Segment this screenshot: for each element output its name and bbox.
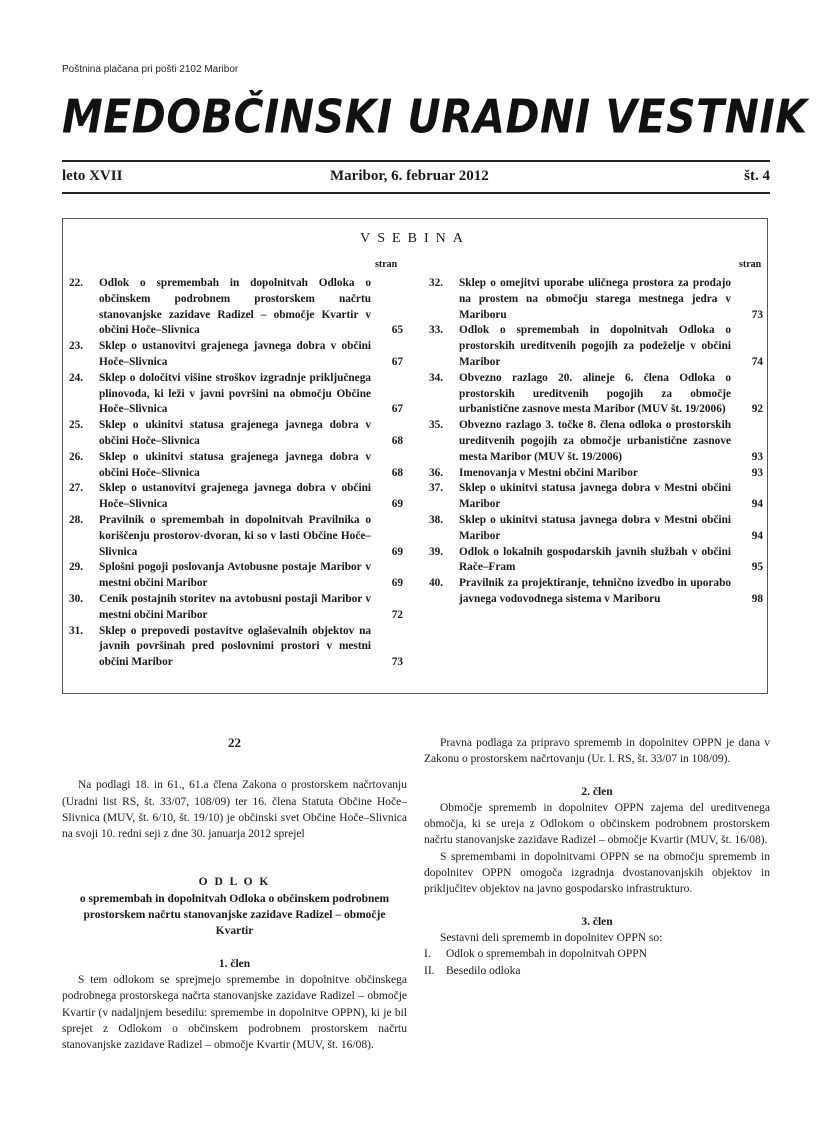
toc-entry-page: 95: [751, 561, 763, 574]
masthead-rule: [62, 160, 770, 162]
toc-entry[interactable]: [69, 450, 403, 482]
article-1-paragraph-2: Pravna podlaga za pripravo sprememb in dopolnitev OPPN je dana v Zakonu o prostorskem načrtovanju (Ur. l. RS, št. 33/07 in 108/09).: [424, 737, 770, 766]
toc-entry-number: 35.: [429, 419, 444, 432]
toc-page-label-left: stran: [375, 259, 398, 270]
toc-entry[interactable]: [429, 513, 763, 545]
toc-entry[interactable]: [69, 481, 403, 513]
article-3-intro: Sestavni deli sprememb in dopolnitev OPPN so:: [440, 931, 663, 944]
toc-entry-title: Sklep o ukinitvi statusa javnega dobra v Mestni občini Maribor: [459, 513, 731, 542]
toc-entry-number: 33.: [429, 324, 444, 337]
toc-entry-title: Pravilnik za projektiranje, tehnično izvedbo in uporabo javnega vodovodnega sistema v Mariboru: [459, 577, 731, 605]
toc-entry-title: Odlok o spremembah in dopolnitvah Odloka o občinskem podrobnem prostorskem načrtu stanovanjske zazidave Radizel – območje Kvartir v občini Hoče–Slivnica: [99, 277, 371, 337]
toc-entry-title: Imenovanja v Mestni občini Maribor: [459, 466, 638, 479]
table-of-contents: [62, 218, 768, 694]
toc-entry[interactable]: [429, 545, 763, 577]
toc-entry-title: Odlok o lokalnih gospodarskih javnih službah v občini Rače–Fram: [459, 545, 731, 574]
list-item-number: I.: [424, 948, 431, 961]
toc-entry[interactable]: [69, 276, 403, 339]
toc-entry[interactable]: [69, 513, 403, 560]
toc-entry-page: 72: [391, 608, 403, 621]
article-3-list: [424, 946, 770, 979]
toc-entry-page: 73: [751, 308, 763, 321]
article-2-heading: 2. člen: [581, 785, 613, 798]
toc-entry[interactable]: [429, 481, 763, 513]
toc-entry-number: 30.: [69, 592, 84, 605]
toc-entry-page: 74: [751, 355, 763, 368]
toc-right-column: [429, 276, 763, 608]
masthead-title: MEDOBČINSKI URADNI VESTNIK: [62, 90, 808, 144]
toc-entry-number: 24.: [69, 371, 84, 384]
toc-entry-number: 37.: [429, 482, 444, 495]
article-3-heading: 3. člen: [581, 915, 613, 928]
toc-entry-number: 29.: [69, 561, 84, 574]
toc-entry-page: 67: [391, 403, 403, 416]
toc-entry-page: 68: [391, 466, 403, 479]
toc-entry-title: Pravilnik o spremembah in dopolnitvah Pravilnika o koriščenju prostorov-dvoran, ki so v lasti Občine Hoče–Slivnica: [99, 513, 371, 558]
toc-entry-page: 94: [751, 529, 763, 542]
toc-entry-page: 69: [391, 545, 403, 558]
toc-entry[interactable]: [69, 592, 403, 624]
toc-entry-number: 39.: [429, 545, 444, 558]
toc-entry[interactable]: [429, 323, 763, 370]
toc-left-column: [69, 276, 403, 671]
toc-entry-title: Sklep o omejitvi uporabe uličnega prostora za prodajo na prostem na območju starega mestnega jedra v Mariboru: [459, 277, 731, 321]
toc-entry[interactable]: [429, 371, 763, 418]
toc-entry[interactable]: [69, 560, 403, 592]
issue-number: št. 4: [744, 168, 770, 184]
toc-entry-page: 93: [751, 466, 763, 479]
toc-entry-page: 69: [391, 577, 403, 590]
toc-entry-page: 67: [391, 355, 403, 368]
toc-entry-title: Odlok o spremembah in dopolnitvah Odloka o prostorskih ureditvenih pogojih za podeželje v občini Maribor: [459, 324, 731, 368]
list-item: [424, 963, 770, 979]
toc-entry[interactable]: [429, 276, 763, 323]
article-2-paragraph-1: Območje sprememb in dopolnitev OPPN zajema del ureditvenega območja, ki se ureja z Odlokom o občinskem podrobnem prostorskem načrtu stanovanjske zazidave Radizel – območje Kvartir (MUV, št. 16/08).: [424, 801, 770, 847]
toc-entry-title: Sklep o določitvi višine stroškov izgradnje priključnega plinovoda, ki leži v javni površini na območju Občine Hoče–Slivnica: [99, 371, 371, 416]
toc-entry[interactable]: [69, 371, 403, 418]
toc-entry-title: Cenik postajnih storitev na avtobusni postaji Maribor v mestni občini Maribor: [99, 592, 371, 621]
toc-entry-title: Sklep o ustanovitvi grajenega javnega dobra v občini Hoče–Slivnica: [99, 340, 371, 368]
toc-entry-page: 69: [391, 498, 403, 511]
toc-entry-number: 26.: [69, 450, 84, 463]
toc-title: VSEBINA: [360, 231, 470, 246]
act-title: O D L O K: [198, 876, 271, 889]
toc-entry-title: Sklep o ustanovitvi grajenega javnega dobra v občini Hoče–Slivnica: [99, 482, 371, 511]
list-item-text: Besedilo odloka: [446, 964, 521, 977]
list-item: [424, 946, 770, 962]
act-number: 22: [228, 735, 241, 750]
toc-entry-number: 22.: [69, 277, 84, 289]
toc-entry-page: 98: [751, 592, 763, 605]
toc-page-label-right: stran: [739, 259, 762, 270]
toc-entry[interactable]: [69, 418, 403, 450]
list-item-number: II.: [424, 964, 435, 977]
toc-entry[interactable]: [429, 466, 763, 482]
toc-entry-number: 36.: [429, 466, 444, 479]
toc-entry[interactable]: [69, 624, 403, 671]
toc-entry-number: 38.: [429, 513, 444, 526]
article-1-text: S tem odlokom se sprejmejo spremembe in dopolnitve občinskega podrobnega prostorskega načrta stanovanjske zazidave Radizel – območje Kvartir (v nadaljnjem besedilu: spremembe in dopolnitve OPPN), ki je bil sprejet z Odlokom o občinskem podrobnem prostorskem načrtu stanovanjske zazidave Radizel – območje Kvartir (MUV, št. 16/08).: [62, 973, 407, 1052]
body-left-column: [62, 735, 407, 1053]
toc-entry-title: Splošni pogoji poslovanja Avtobusne postaje Maribor v mestni občini Maribor: [99, 561, 371, 590]
toc-entry-number: 28.: [69, 513, 84, 526]
toc-entry-title: Sklep o ukinitvi statusa javnega dobra v Mestni občini Maribor: [459, 482, 731, 511]
toc-entry-title: Sklep o prepovedi postavitve oglaševalnih objektov na javnih površinah pred poslovnimi prostori v mestni občini Maribor: [99, 624, 371, 669]
preamble: Na podlagi 18. in 61., 61.a člena Zakona o prostorskem načrtovanju (Uradni list RS, št. 33/07, 108/09) ter 16. člena Statuta Občine Hoče–Slivnica (MUV, št. 6/10, št. 19/10) je občinski svet Občine Hoče–Slivnica na svoji 10. redni seji z dne 30. januarja 2012 sprejel: [62, 779, 407, 841]
volume-year: leto XVII: [62, 168, 123, 184]
toc-entry-number: 34.: [429, 371, 444, 384]
toc-entry-page: 93: [751, 450, 763, 463]
toc-entry-number: 23.: [69, 340, 84, 353]
toc-entry-number: 27.: [69, 482, 84, 495]
toc-entry[interactable]: [429, 576, 763, 608]
toc-entry[interactable]: [429, 418, 763, 465]
toc-entry-title: Sklep o ukinitvi statusa grajenega javnega dobra v občini Hoče–Slivnica: [99, 450, 371, 479]
act-subtitle: o spremembah in dopolnitvah Odloka o občinskem podrobnem prostorskem načrtu stanovanjske zazidave Radizel – območje Kvartir: [79, 892, 390, 938]
list-item-text: Odlok o spremembah in dopolnitvah OPPN: [446, 948, 647, 961]
toc-entry-page: 92: [751, 403, 763, 416]
toc-entry-number: 40.: [429, 577, 444, 590]
toc-entry[interactable]: [69, 339, 403, 371]
toc-entry-title: Sklep o ukinitvi statusa grajenega javnega dobra v občini Hoče–Slivnica: [99, 419, 371, 447]
toc-entry-number: 25.: [69, 419, 84, 432]
toc-entry-number: 32.: [429, 277, 444, 289]
article-1-heading: 1. člen: [218, 957, 251, 970]
postage-note: Poštnina plačana pri pošti 2102 Maribor: [62, 64, 239, 75]
toc-entry-title: Obvezno razlago 20. alineje 6. člena Odloka o prostorskih ureditvenih pogojih za območje urbanistične zasnove mesta Maribor (MUV št. 19/2006): [459, 371, 731, 416]
issue-info-rule: [62, 192, 770, 194]
toc-entry-page: 65: [391, 324, 403, 337]
place-date: Maribor, 6. februar 2012: [330, 168, 489, 184]
toc-entry-page: 73: [391, 656, 403, 669]
toc-entry-title: Obvezno razlago 3. točke 8. člena odloka o prostorskih ureditvenih pogojih za območje urbanistične zasnove mesta Maribor (MUV št. 19/2006): [459, 419, 731, 463]
toc-entry-page: 68: [391, 434, 403, 447]
toc-entry-number: 31.: [69, 624, 84, 637]
body-right-column: [424, 735, 770, 979]
article-2-paragraph-2: S spremembami in dopolnitvami OPPN se na območju sprememb in dopolnitev OPPN omogoča izgradnja dvostanovanjskih objektov in priključitev objektov na javno gospodarsko infrastrukturo.: [424, 850, 770, 896]
toc-entry-page: 94: [751, 498, 763, 511]
